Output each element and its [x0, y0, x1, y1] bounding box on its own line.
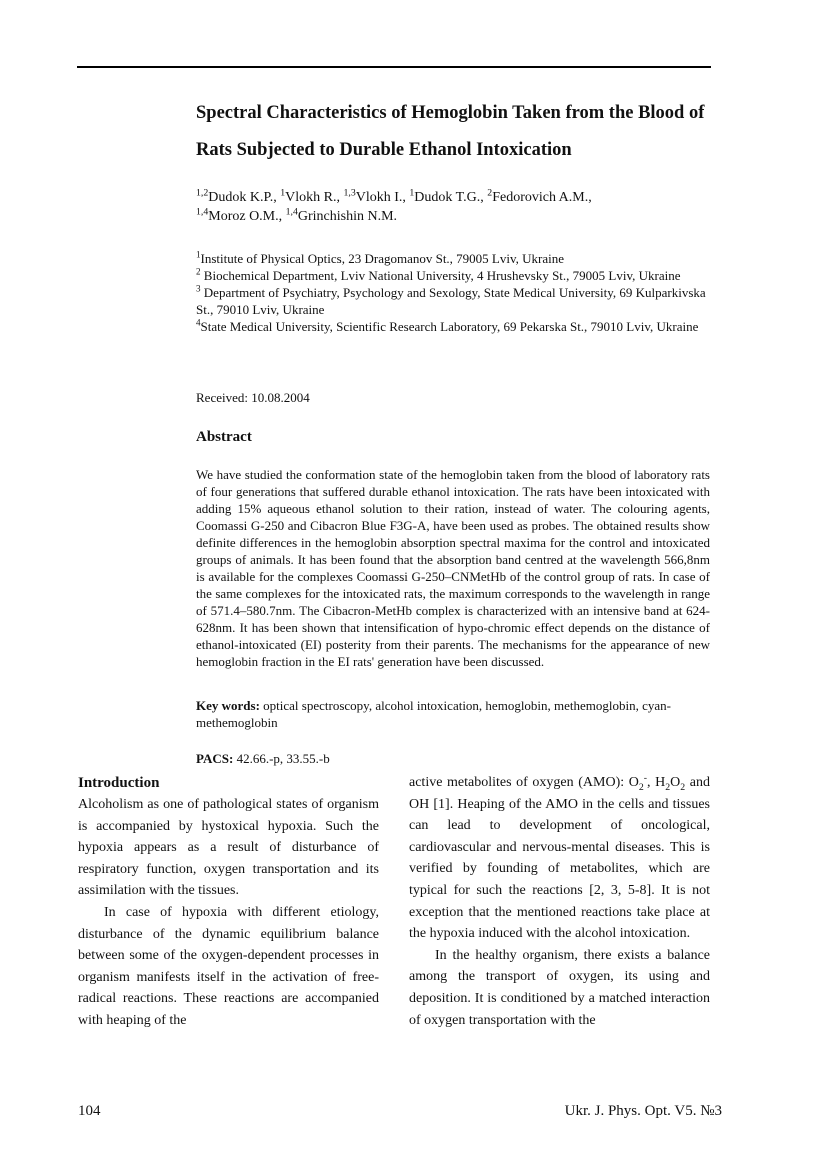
author-name: Dudok K.P.,: [208, 190, 281, 205]
keywords-label: Key words:: [196, 698, 260, 713]
introduction-heading: Introduction: [78, 775, 160, 791]
author-list: [196, 188, 716, 226]
affiliation-item: $^2$ Biochemical Department, Lviv National University, 4 Hrushevsky St., 79005 Lviv, Ukraine: [196, 266, 681, 283]
body-paragraph: active metabolites of oxygen (AMO): $O_2^-$, $H_2O_2$ and OH [1]. Heaping of the AMO in the cells and tissues can lead to development of oncological, cardiovascular and nervous-mental diseases. This is verified by founding of metabolites, which are typical for such the reactions [2, 3, 5-8]. It is not exception that the mentioned reactions take place at the hypoxia induced with the alcohol intoxication.: [409, 772, 710, 942]
author-name: Vlokh I.,: [355, 190, 410, 205]
author-name: Moroz O.M.,: [208, 209, 286, 224]
paper-title: Spectral Characteristics of Hemoglobin Taken from the Blood of Rats Subjected to Durable Ethanol Intoxication: [196, 103, 705, 160]
body-paragraph: Alcoholism as one of pathological states of organism is accompanied by hystoxical hypoxia. Such the hypoxia appears as a result of disturbance of respiratory function, oxygen transportation and its assimilation with the tissues.: [78, 797, 379, 899]
author-affil-sup: 1: [280, 187, 286, 199]
abstract-heading: Abstract: [196, 429, 252, 445]
author-name: Vlokh R.,: [285, 190, 344, 205]
author-affil-sup: 1,4: [196, 206, 209, 218]
author-affil-sup: 2: [487, 187, 493, 199]
affiliation-item: $^4$State Medical University, Scientific Research Laboratory, 69 Pekarska St., 79010 Lviv, Ukraine: [196, 317, 699, 334]
affiliation-item: $^1$Institute of Physical Optics, 23 Dragomanov St., 79005 Lviv, Ukraine: [196, 249, 565, 266]
left-column: [78, 772, 379, 1032]
journal-citation: Ukr. J. Phys. Opt. V5. №3: [564, 1103, 722, 1119]
affiliation-item: $^3$ Department of Psychiatry, Psychology and Sexology, State Medical University, 69 Kulparkivska St., 79010 Lviv, Ukraine: [196, 283, 706, 317]
pacs-label: PACS:: [196, 751, 234, 766]
author-name: Dudok T.G.,: [414, 190, 488, 205]
keywords: [196, 697, 710, 731]
page-number: 104: [78, 1103, 101, 1119]
keywords-text: optical spectroscopy, alcohol intoxication, hemoglobin, methemoglobin, cyan-methemoglobin: [196, 698, 672, 730]
body-paragraph: In the healthy organism, there exists a balance among the transport of oxygen, its using and deposition. It is conditioned by a matched interaction of oxygen transportation with the: [409, 947, 710, 1028]
right-column: [409, 772, 710, 1031]
affiliation-list: [196, 250, 711, 335]
pacs-codes: [196, 751, 330, 767]
author-affil-sup: 1: [409, 187, 415, 199]
author-affil-sup: 1,3: [343, 187, 356, 199]
author-name: Fedorovich A.M.,: [492, 190, 592, 205]
author-affil-sup: 1,2: [196, 187, 209, 199]
pacs-text: 42.66.-p, 33.55.-b: [233, 751, 330, 766]
author-affil-sup: 1,4: [285, 206, 298, 218]
received-date: Received: 10.08.2004: [196, 390, 310, 405]
body-paragraph: In case of hypoxia with different etiology, disturbance of the dynamic equilibrium balance between some of the oxygen-dependent processes in organism manifests itself in the activation of free-radical reactions. These reactions are accompanied with heaping of the: [78, 904, 379, 1028]
author-name: Grinchishin N.M.: [297, 209, 398, 224]
abstract-body: We have studied the conformation state of the hemoglobin taken from the blood of laboratory rats of four generations that suffered durable ethanol intoxication. The rats have been intoxicated with adding 15% aqueous ethanol solution to their ration, instead of water. The colouring agents, Coomassi G-250 and Cibacron Blue F3G-A, have been used as probes. The obtained results show definite differences in the hemoglobin absorption spectral maxima for the control and intoxicated groups of animals. It has been found that the absorption band centred at the wavelength 566,8nm is available for the complexes Coomassi G-250–CNMetHb of the control group of rats. In case of the same complexes for the intoxicated rats, the maximum corresponds to the wavelength in range of 571.4–580.7nm. The Cibacron-MetHb complex is characterized with an intensive band at 624-628nm. It has been shown that intensification of hypo-chromic effect depends on the distance of ethanol-intoxicated (EI) posterity from their parents. The mechanisms for the appearance of new hemoglobin fraction in the EI rats' generation have been discussed.: [196, 467, 710, 669]
header-rule: [77, 66, 711, 68]
